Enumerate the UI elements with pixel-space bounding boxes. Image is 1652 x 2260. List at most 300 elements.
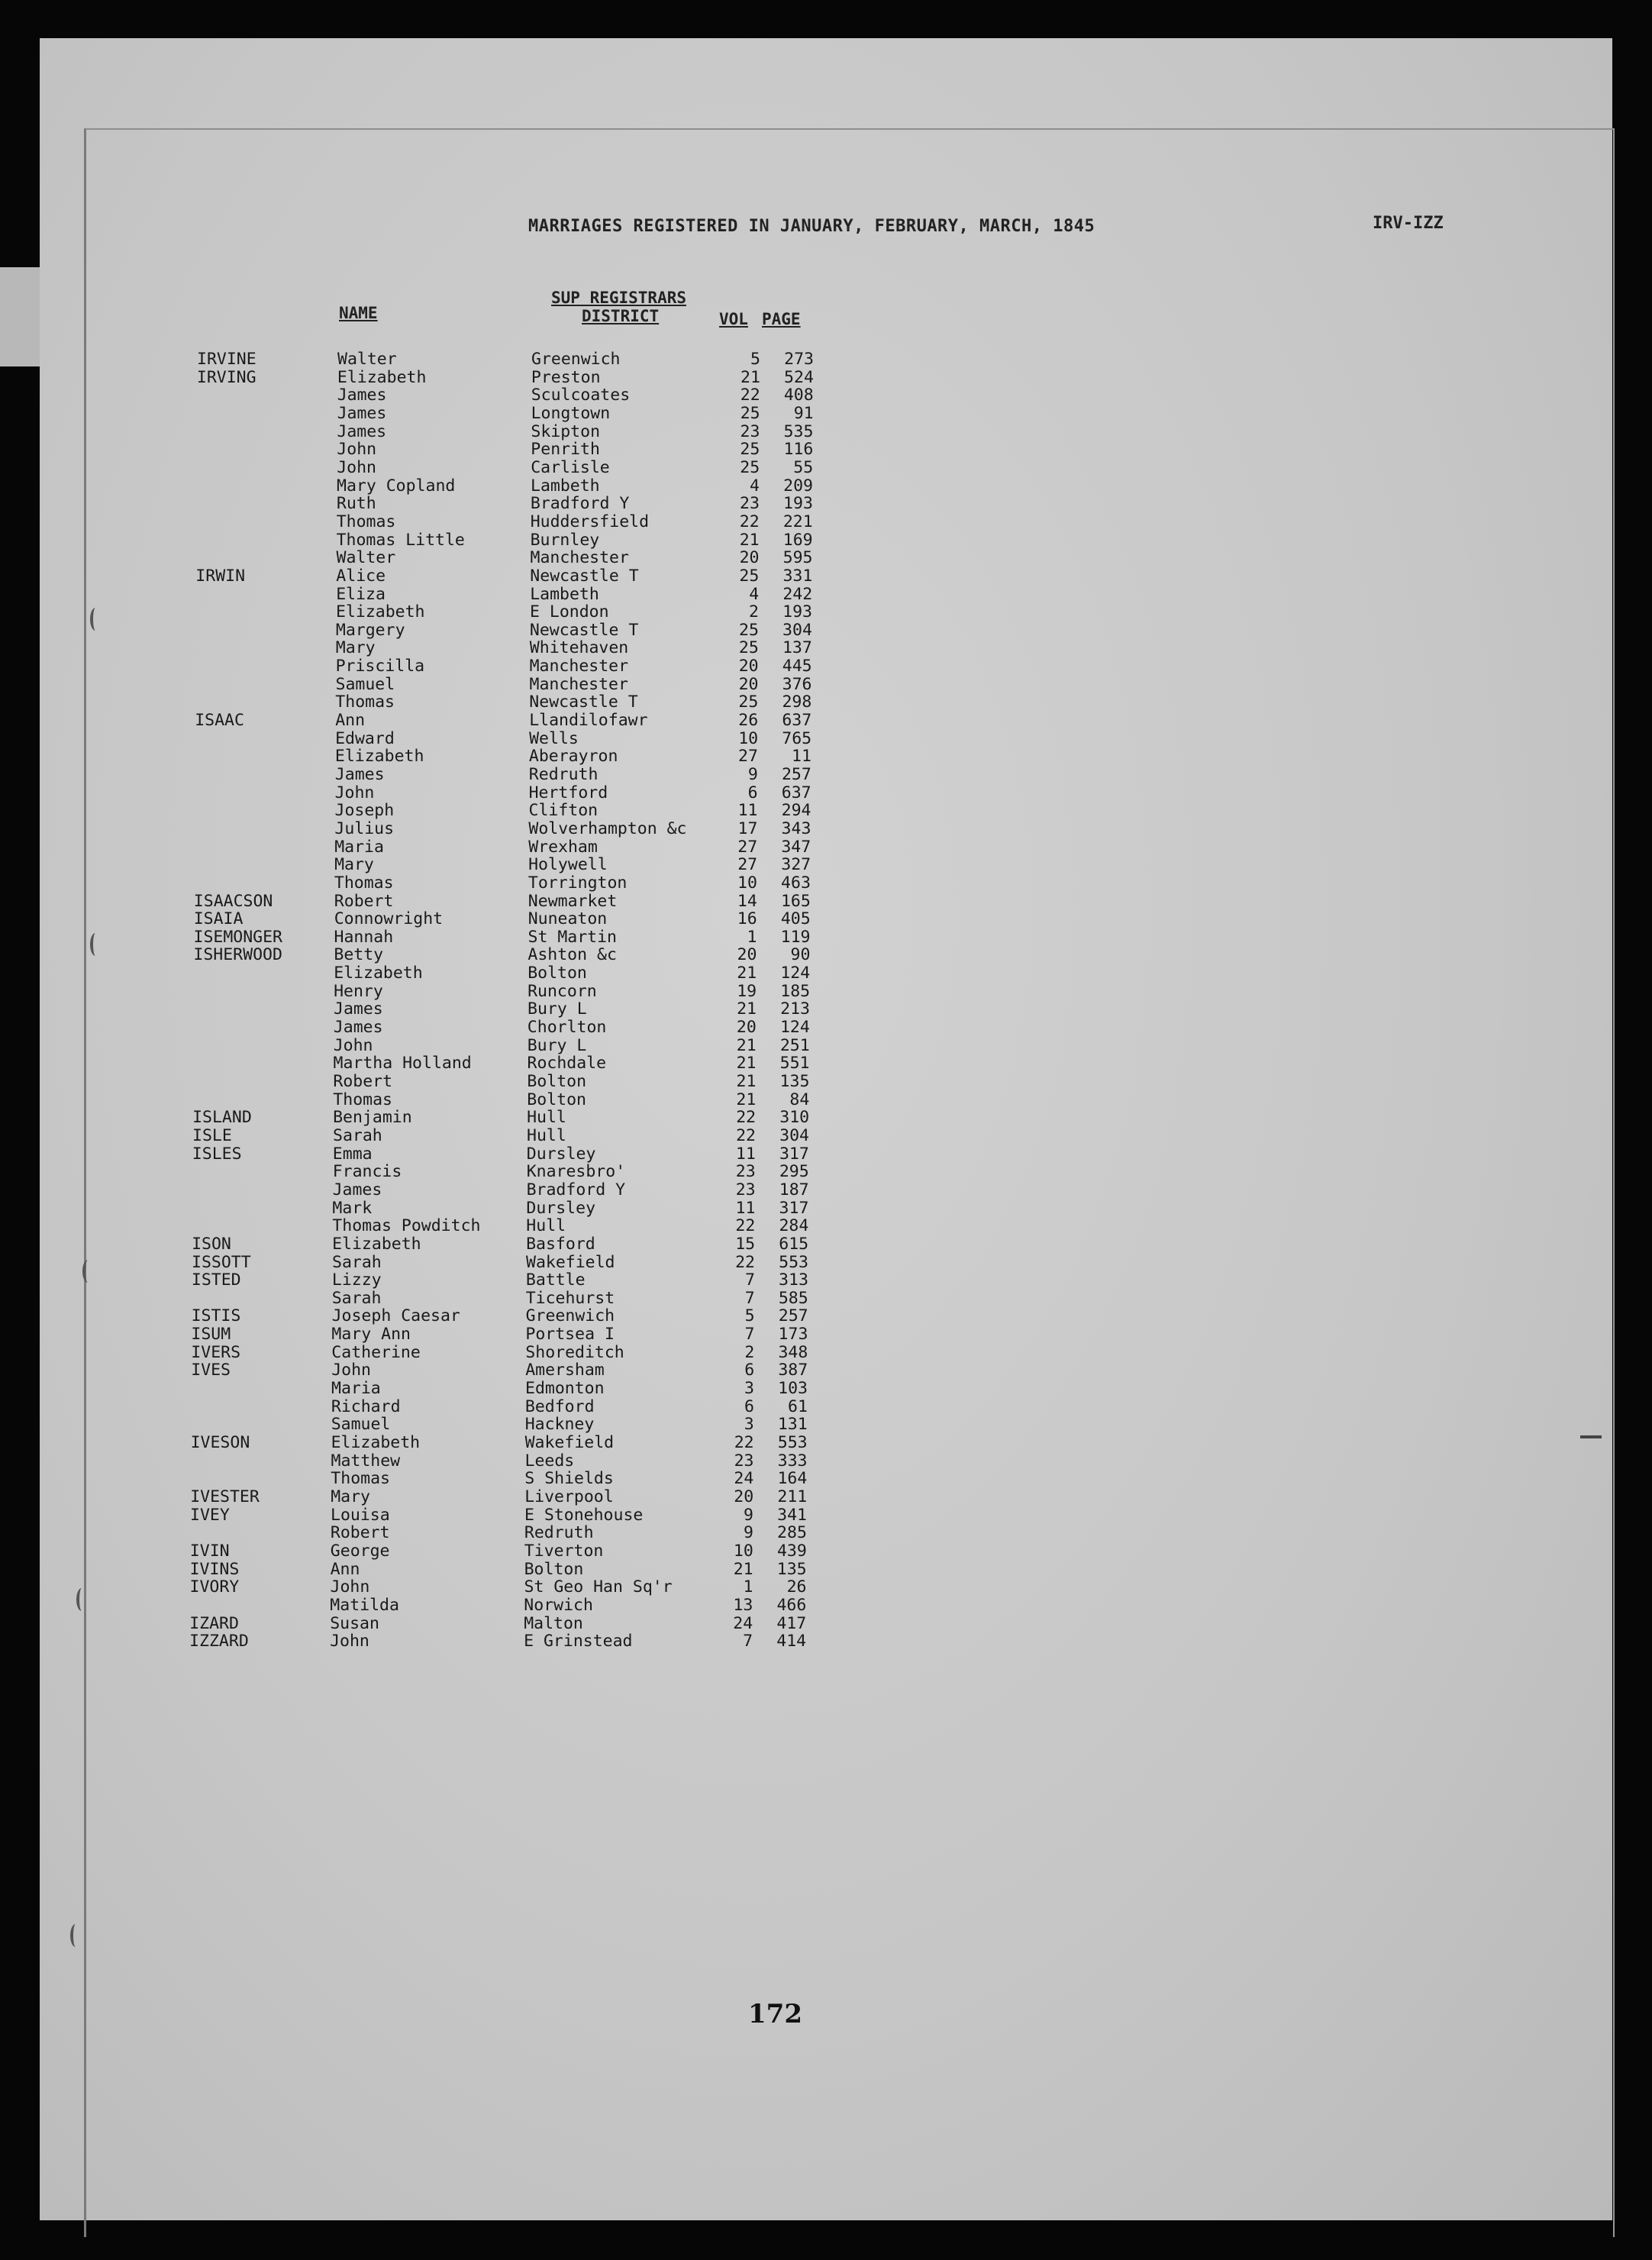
register-entry-row <box>3 1073 1652 1091</box>
district-cell: Bolton <box>527 1072 587 1091</box>
forename-cell: Benjamin <box>333 1108 412 1128</box>
scan-mark <box>1580 1435 1602 1438</box>
surname-cell: IVORY <box>189 1577 240 1597</box>
register-entry-row <box>7 423 1652 441</box>
register-entry-row <box>7 513 1652 531</box>
district-cell: Bolton <box>524 1559 584 1579</box>
surname-cell: IVESTER <box>190 1487 260 1506</box>
forename-cell: Robert <box>333 1072 393 1091</box>
district-cell: Redruth <box>524 1523 594 1543</box>
register-entry-row <box>2 1361 1652 1380</box>
volume-cell: 21 <box>736 1072 757 1091</box>
district-cell: Huddersfield <box>530 512 650 531</box>
volume-cell: 3 <box>744 1415 754 1435</box>
district-cell: Ashton &c <box>528 945 617 965</box>
page-cell: 193 <box>783 494 813 514</box>
volume-cell: 7 <box>744 1270 755 1290</box>
register-entry-row <box>5 730 1652 748</box>
page-cell: 84 <box>789 1090 810 1109</box>
forename-cell: John <box>331 1361 371 1380</box>
surname-cell: IZARD <box>189 1613 239 1633</box>
volume-cell: 13 <box>733 1595 753 1615</box>
district-cell: Dursley <box>526 1144 596 1164</box>
district-cell: Greenwich <box>525 1306 615 1326</box>
register-entry-row <box>4 1019 1652 1037</box>
forename-cell: Joseph <box>334 801 395 821</box>
volume-cell: 25 <box>738 693 759 712</box>
forename-cell: Catherine <box>331 1342 421 1362</box>
surname-cell: ISAIA <box>193 909 244 929</box>
page-cell: 553 <box>777 1433 808 1452</box>
district-cell: Manchester <box>529 674 628 694</box>
page-cell: 343 <box>781 818 811 838</box>
register-entry-row <box>6 657 1652 676</box>
district-cell: Bury L <box>527 1035 587 1055</box>
page-cell: 164 <box>777 1469 808 1489</box>
volume-cell: 10 <box>737 873 757 893</box>
district-cell: Burnley <box>530 530 600 550</box>
volume-cell: 23 <box>740 494 760 514</box>
volume-cell: 25 <box>739 566 760 586</box>
forename-cell: Thomas <box>331 1469 390 1489</box>
forename-cell: Julius <box>334 818 395 838</box>
register-entry-row <box>2 1307 1652 1325</box>
page-cell: 124 <box>780 964 811 983</box>
forename-cell: John <box>337 440 377 460</box>
register-entry-row <box>2 1271 1652 1290</box>
volume-cell: 11 <box>737 801 758 821</box>
forename-cell: Thomas <box>336 512 396 531</box>
register-entry-row <box>3 1127 1652 1145</box>
surname-cell: ISSOTT <box>192 1252 251 1272</box>
volume-cell: 7 <box>743 1632 753 1651</box>
register-entry-row <box>0 1632 1652 1651</box>
forename-cell: Robert <box>330 1523 390 1543</box>
register-entry-row <box>2 1254 1652 1272</box>
forename-cell: James <box>337 404 387 423</box>
forename-cell: Matthew <box>331 1451 401 1471</box>
volume-cell: 15 <box>735 1234 756 1254</box>
register-entry-row <box>3 1109 1652 1127</box>
district-cell: Bradford Y <box>530 494 630 514</box>
page-cell: 257 <box>778 1306 808 1326</box>
page-cell: 55 <box>793 457 814 477</box>
volume-cell: 5 <box>750 350 760 369</box>
page-cell: 405 <box>780 909 811 929</box>
register-entry-row <box>7 531 1652 550</box>
column-name-header: NAME <box>339 304 378 322</box>
page-cell: 585 <box>778 1288 808 1308</box>
binding-hole-mark <box>76 1588 87 1611</box>
page-cell: 294 <box>781 801 811 821</box>
page-cell: 187 <box>779 1180 809 1199</box>
register-entry-row <box>5 747 1652 766</box>
page-cell: 327 <box>781 855 811 875</box>
volume-cell: 1 <box>743 1577 753 1597</box>
surname-cell: ISON <box>192 1234 231 1254</box>
volume-cell: 20 <box>734 1487 754 1506</box>
volume-cell: 26 <box>738 711 759 730</box>
district-cell: Preston <box>531 367 601 387</box>
register-entry-row <box>5 784 1652 802</box>
register-entry-row <box>8 350 1652 369</box>
surname-cell: ISTIS <box>191 1306 241 1326</box>
district-cell: Malton <box>524 1613 583 1633</box>
forename-cell: Walter <box>337 350 397 369</box>
volume-cell: 23 <box>740 421 760 441</box>
page-cell: 90 <box>790 945 811 965</box>
volume-cell: 2 <box>744 1342 755 1362</box>
volume-cell: 14 <box>737 891 757 911</box>
forename-cell: Francis <box>332 1162 402 1182</box>
surname-cell: IRWIN <box>195 566 246 586</box>
register-entry-row <box>4 1037 1652 1055</box>
page-cell: 466 <box>776 1595 807 1615</box>
forename-cell: Mary <box>335 638 376 658</box>
page-cell: 439 <box>776 1541 807 1561</box>
register-entry-row <box>1 1578 1652 1597</box>
page-cell: 387 <box>778 1361 808 1380</box>
district-cell: Amersham <box>525 1361 605 1380</box>
district-cell: Greenwich <box>531 350 621 369</box>
forename-cell: Robert <box>334 891 394 911</box>
register-entry-row <box>6 639 1652 657</box>
page-cell: 242 <box>782 584 813 604</box>
district-cell: E Grinstead <box>524 1632 633 1651</box>
forename-cell: Louisa <box>331 1505 390 1525</box>
forename-cell: Thomas <box>334 873 394 893</box>
district-cell: Wrexham <box>528 837 598 857</box>
volume-cell: 3 <box>744 1379 754 1398</box>
district-cell: Lambeth <box>530 584 599 604</box>
volume-cell: 22 <box>735 1252 755 1272</box>
page-cell: 298 <box>782 693 812 712</box>
register-entry-row <box>2 1217 1652 1235</box>
register-entry-row <box>5 910 1652 928</box>
forename-cell: John <box>333 1035 373 1055</box>
register-entry-row <box>2 1434 1652 1452</box>
page-cell: 463 <box>781 873 811 893</box>
page-cell: 333 <box>777 1451 808 1471</box>
surname-cell: IVERS <box>191 1342 241 1362</box>
page-cell: 417 <box>776 1613 807 1633</box>
district-cell: Hull <box>526 1216 566 1236</box>
page-cell: 331 <box>782 566 813 586</box>
district-cell: Newcastle T <box>529 620 639 640</box>
register-entry-row <box>2 1398 1652 1416</box>
district-cell: Knaresbro' <box>526 1162 626 1182</box>
page-cell: 135 <box>776 1559 807 1579</box>
register-entry-row <box>4 946 1652 964</box>
register-entry-row <box>4 1000 1652 1019</box>
volume-cell: 9 <box>743 1523 753 1543</box>
district-cell: Ticehurst <box>525 1288 615 1308</box>
forename-cell: Sarah <box>332 1252 382 1272</box>
page-cell: 26 <box>786 1577 807 1597</box>
volume-cell: 7 <box>744 1288 755 1308</box>
register-entry-row <box>2 1235 1652 1254</box>
volume-cell: 22 <box>735 1216 756 1236</box>
district-cell: Edmonton <box>525 1379 605 1398</box>
forename-cell: Margery <box>335 620 405 640</box>
surname-cell: ISAAC <box>195 711 244 730</box>
register-entry-row <box>3 1091 1652 1109</box>
forename-cell: James <box>332 1180 382 1199</box>
register-entry-row <box>2 1199 1652 1218</box>
register-entry-row <box>2 1380 1652 1398</box>
page-cell: 273 <box>784 350 814 369</box>
forename-cell: Mary Copland <box>337 476 456 496</box>
district-cell: Bolton <box>528 964 587 983</box>
binding-hole-mark <box>82 1260 93 1283</box>
register-entry-row <box>5 766 1652 784</box>
page-cell: 211 <box>777 1487 808 1506</box>
volume-cell: 5 <box>744 1306 755 1326</box>
forename-cell: Maria <box>331 1379 381 1398</box>
volume-cell: 1 <box>747 927 757 947</box>
volume-cell: 24 <box>733 1613 753 1633</box>
volume-cell: 19 <box>737 981 757 1001</box>
forename-cell: Edward <box>335 728 395 748</box>
forename-cell: Mary <box>331 1487 370 1506</box>
register-entry-row <box>0 1597 1652 1615</box>
volume-cell: 6 <box>744 1361 755 1380</box>
volume-cell: 21 <box>739 530 760 550</box>
district-cell: Bolton <box>527 1090 586 1109</box>
volume-cell: 21 <box>736 1054 757 1074</box>
district-cell: Newcastle T <box>529 693 638 712</box>
district-cell: Redruth <box>528 764 599 784</box>
surname-cell: IVINS <box>189 1559 240 1579</box>
district-cell: Llandilofawr <box>529 711 648 730</box>
district-cell: Dursley <box>526 1198 596 1218</box>
district-cell: Holywell <box>528 855 608 875</box>
surname-cell: IVEY <box>190 1505 230 1525</box>
volume-cell: 4 <box>750 476 760 496</box>
district-cell: Rochdale <box>527 1054 607 1074</box>
page-cell: 103 <box>778 1379 808 1398</box>
volume-cell: 22 <box>739 512 760 531</box>
volume-cell: 7 <box>744 1325 755 1345</box>
volume-cell: 21 <box>736 1035 757 1055</box>
forename-cell: James <box>337 386 387 405</box>
volume-cell: 21 <box>740 367 760 387</box>
forename-cell: Elizabeth <box>331 1433 421 1452</box>
page-number: 172 <box>748 1999 802 2029</box>
column-district-header-line2: DISTRICT <box>582 307 660 325</box>
forename-cell: Mark <box>332 1198 373 1218</box>
page-cell: 637 <box>781 783 811 802</box>
surname-cell: IVESON <box>190 1433 250 1452</box>
forename-cell: Mary Ann <box>331 1325 411 1345</box>
volume-cell: 11 <box>735 1144 756 1164</box>
forename-cell: Eliza <box>336 584 386 604</box>
page-cell: 347 <box>781 837 811 857</box>
page-cell: 341 <box>777 1505 807 1525</box>
register-entry-row <box>5 838 1652 857</box>
register-entry-row <box>4 1054 1652 1073</box>
forename-cell: Matilda <box>330 1595 399 1615</box>
register-entry-row <box>7 549 1652 567</box>
district-cell: Carlisle <box>531 457 610 477</box>
register-entry-row <box>2 1290 1652 1308</box>
register-entry-row <box>3 1181 1652 1199</box>
district-cell: Torrington <box>528 873 628 893</box>
forename-cell: Ruth <box>336 494 376 514</box>
forename-cell: Samuel <box>335 674 395 694</box>
page-cell: 408 <box>783 386 814 405</box>
page-cell: 445 <box>782 657 812 676</box>
volume-cell: 21 <box>737 964 757 983</box>
district-cell: Whitehaven <box>529 638 629 658</box>
forename-cell: Emma <box>332 1144 373 1164</box>
forename-cell: Elizabeth <box>337 367 427 387</box>
register-entry-row <box>6 603 1652 622</box>
district-cell: Portsea I <box>525 1325 615 1345</box>
page-cell: 137 <box>782 638 812 658</box>
district-cell: Hull <box>527 1125 566 1145</box>
district-cell: Penrith <box>531 440 600 460</box>
volume-cell: 22 <box>736 1108 757 1128</box>
register-entry-row <box>5 928 1652 947</box>
surname-cell: ISTED <box>191 1270 241 1290</box>
register-entry-row <box>4 983 1652 1001</box>
surname-cell: ISUM <box>191 1325 231 1345</box>
register-entry-row <box>2 1344 1652 1362</box>
district-cell: S Shields <box>524 1469 614 1489</box>
volume-cell: 20 <box>739 548 760 568</box>
register-entry-row <box>8 369 1652 387</box>
register-entry-row <box>5 712 1652 730</box>
page-cell: 251 <box>779 1035 810 1055</box>
district-cell: Aberayron <box>528 747 618 767</box>
forename-cell: Connowright <box>334 909 444 929</box>
volume-cell: 6 <box>747 783 758 802</box>
district-cell: Manchester <box>530 548 629 568</box>
district-cell: Shoreditch <box>525 1342 624 1362</box>
register-entry-row <box>1 1488 1652 1506</box>
volume-cell: 22 <box>740 386 760 405</box>
page-cell: 304 <box>779 1125 809 1145</box>
volume-cell: 25 <box>740 404 760 423</box>
forename-cell: Thomas <box>333 1090 392 1109</box>
register-entry-row <box>5 693 1652 712</box>
register-entry-row <box>1 1524 1652 1542</box>
register-entry-row <box>7 459 1652 477</box>
forename-cell: Henry <box>334 981 383 1001</box>
page-cell: 221 <box>782 512 813 531</box>
district-cell: Clifton <box>528 801 599 821</box>
page-cell: 257 <box>781 764 811 784</box>
column-district-header-line1: SUP REGISTRARS <box>551 289 687 307</box>
volume-cell: 10 <box>738 728 759 748</box>
district-cell: Leeds <box>524 1451 575 1471</box>
page-cell: 535 <box>783 421 814 441</box>
page-cell: 284 <box>779 1216 809 1236</box>
district-cell: Wakefield <box>524 1433 615 1452</box>
volume-cell: 21 <box>733 1559 753 1579</box>
page-cell: 285 <box>777 1523 807 1543</box>
page-heading: MARRIAGES REGISTERED IN JANUARY, FEBRUARY, MARCH, 1845 <box>528 217 1095 236</box>
forename-cell: Walter <box>336 548 396 568</box>
page-cell: 317 <box>779 1144 809 1164</box>
page-cell: 193 <box>782 602 812 622</box>
binding-hole-mark <box>90 608 101 631</box>
page-cell: 91 <box>793 404 814 423</box>
volume-cell: 20 <box>738 657 759 676</box>
page-cell: 169 <box>782 530 813 550</box>
volume-cell: 21 <box>736 1090 757 1109</box>
forename-cell: Ann <box>330 1559 360 1579</box>
forename-cell: Sarah <box>333 1125 382 1145</box>
forename-cell: Elizabeth <box>334 964 423 983</box>
page-cell: 553 <box>779 1252 808 1272</box>
district-cell: E Stonehouse <box>524 1505 644 1525</box>
forename-cell: John <box>337 457 376 477</box>
page-cell: 317 <box>779 1198 809 1218</box>
volume-cell: 22 <box>734 1433 754 1452</box>
page-cell: 11 <box>792 747 811 767</box>
volume-cell: 24 <box>734 1469 754 1489</box>
register-entry-row <box>6 567 1652 586</box>
register-entry-row <box>2 1416 1652 1434</box>
forename-cell: Elizabeth <box>332 1234 421 1254</box>
register-entry-row <box>5 802 1652 820</box>
volume-cell: 25 <box>740 457 760 477</box>
forename-cell: Alice <box>336 566 386 586</box>
register-entry-row <box>4 964 1652 983</box>
page-cell: 595 <box>782 548 813 568</box>
forename-cell: Ann <box>335 711 366 730</box>
surname-cell: IVES <box>191 1361 231 1380</box>
district-cell: Nuneaton <box>528 909 608 929</box>
forename-cell: Priscilla <box>335 657 425 676</box>
page-cell: 313 <box>779 1270 808 1290</box>
volume-cell: 27 <box>737 855 758 875</box>
volume-cell: 25 <box>739 620 759 640</box>
column-page-header: PAGE <box>762 310 801 328</box>
page-cell: 310 <box>779 1108 810 1128</box>
binding-hole-mark <box>90 933 101 956</box>
district-cell: Bedford <box>524 1396 595 1416</box>
district-cell: Lambeth <box>531 476 600 496</box>
page-cell: 185 <box>780 981 811 1001</box>
forename-cell: John <box>330 1577 370 1597</box>
register-entry-row <box>1 1561 1652 1579</box>
register-entry-row <box>7 495 1652 513</box>
district-cell: Wakefield <box>526 1252 615 1272</box>
forename-cell: Thomas Powditch <box>332 1216 481 1236</box>
volume-cell: 20 <box>737 945 757 965</box>
page-cell: 765 <box>782 728 812 748</box>
page-cell: 173 <box>778 1325 808 1345</box>
volume-cell: 4 <box>749 584 760 604</box>
volume-cell: 2 <box>749 602 759 622</box>
forename-cell: Joseph Caesar <box>331 1306 460 1326</box>
volume-cell: 17 <box>737 818 758 838</box>
district-cell: Sculcoates <box>531 386 631 405</box>
volume-cell: 23 <box>734 1451 754 1471</box>
register-entry-row <box>1 1542 1652 1561</box>
register-entry-row <box>3 1145 1652 1164</box>
register-entry-row <box>6 622 1652 640</box>
forename-cell: John <box>334 783 375 802</box>
volume-cell: 25 <box>738 638 759 658</box>
surname-cell: ISAACSON <box>193 891 273 911</box>
volume-cell: 25 <box>740 440 760 460</box>
district-cell: Bury L <box>528 999 587 1019</box>
district-cell: Bradford Y <box>526 1180 626 1199</box>
